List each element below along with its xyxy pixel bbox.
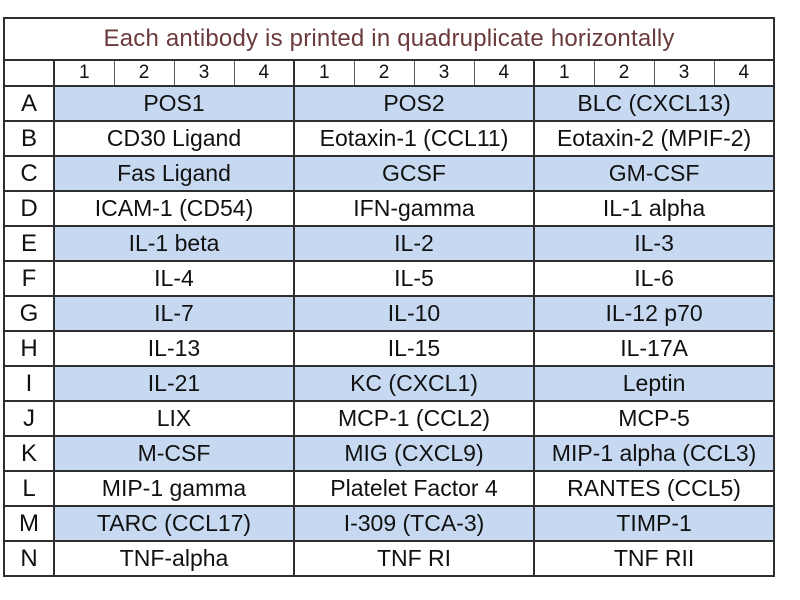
table-row-A bbox=[4, 86, 774, 121]
row-label: K bbox=[4, 436, 54, 471]
col-header-2: 2 bbox=[594, 60, 654, 86]
antibody-cell: MIG (CXCL9) bbox=[294, 436, 534, 471]
table-row-H bbox=[4, 331, 774, 366]
table-row-F bbox=[4, 261, 774, 296]
table-row-G bbox=[4, 296, 774, 331]
antibody-cell: MCP-5 bbox=[534, 401, 774, 436]
antibody-cell: POS1 bbox=[54, 86, 294, 121]
col-header-2: 2 bbox=[114, 60, 174, 86]
antibody-cell: Eotaxin-1 (CCL11) bbox=[294, 121, 534, 156]
table-row-M bbox=[4, 506, 774, 541]
table-row-E bbox=[4, 226, 774, 261]
table-title: Each antibody is printed in quadruplicate horizontally bbox=[4, 18, 774, 60]
antibody-cell: IL-13 bbox=[54, 331, 294, 366]
antibody-cell: IL-17A bbox=[534, 331, 774, 366]
antibody-cell: POS2 bbox=[294, 86, 534, 121]
table-row-C bbox=[4, 156, 774, 191]
row-label: C bbox=[4, 156, 54, 191]
col-header-2: 2 bbox=[354, 60, 414, 86]
antibody-cell: IL-21 bbox=[54, 366, 294, 401]
antibody-cell: IL-4 bbox=[54, 261, 294, 296]
antibody-cell: Fas Ligand bbox=[54, 156, 294, 191]
antibody-plate-map bbox=[3, 17, 775, 577]
antibody-cell: IL-2 bbox=[294, 226, 534, 261]
antibody-cell: IL-7 bbox=[54, 296, 294, 331]
row-label: I bbox=[4, 366, 54, 401]
antibody-cell: TNF RI bbox=[294, 541, 534, 576]
row-label: J bbox=[4, 401, 54, 436]
antibody-cell: IL-5 bbox=[294, 261, 534, 296]
antibody-cell: MCP-1 (CCL2) bbox=[294, 401, 534, 436]
row-label: H bbox=[4, 331, 54, 366]
row-label: N bbox=[4, 541, 54, 576]
antibody-cell: Eotaxin-2 (MPIF-2) bbox=[534, 121, 774, 156]
antibody-cell: IL-10 bbox=[294, 296, 534, 331]
antibody-cell: M-CSF bbox=[54, 436, 294, 471]
col-header-4: 4 bbox=[714, 60, 774, 86]
antibody-cell: MIP-1 alpha (CCL3) bbox=[534, 436, 774, 471]
antibody-cell: IL-12 p70 bbox=[534, 296, 774, 331]
row-label: L bbox=[4, 471, 54, 506]
antibody-cell: GCSF bbox=[294, 156, 534, 191]
antibody-cell: TARC (CCL17) bbox=[54, 506, 294, 541]
table-row-B bbox=[4, 121, 774, 156]
antibody-cell: Leptin bbox=[534, 366, 774, 401]
row-label: A bbox=[4, 86, 54, 121]
row-label: D bbox=[4, 191, 54, 226]
antibody-cell: KC (CXCL1) bbox=[294, 366, 534, 401]
table-row-K bbox=[4, 436, 774, 471]
col-header-1: 1 bbox=[534, 60, 594, 86]
col-header-3: 3 bbox=[414, 60, 474, 86]
antibody-cell: CD30 Ligand bbox=[54, 121, 294, 156]
col-header-3: 3 bbox=[654, 60, 714, 86]
antibody-cell: IL-15 bbox=[294, 331, 534, 366]
antibody-cell: LIX bbox=[54, 401, 294, 436]
row-label: E bbox=[4, 226, 54, 261]
antibody-cell: GM-CSF bbox=[534, 156, 774, 191]
antibody-cell: IL-6 bbox=[534, 261, 774, 296]
col-header-4: 4 bbox=[474, 60, 534, 86]
antibody-cell: Platelet Factor 4 bbox=[294, 471, 534, 506]
antibody-cell: ICAM-1 (CD54) bbox=[54, 191, 294, 226]
plate-map-table bbox=[3, 17, 775, 577]
row-label: M bbox=[4, 506, 54, 541]
corner-cell bbox=[4, 60, 54, 86]
table-row-J bbox=[4, 401, 774, 436]
antibody-cell: IFN-gamma bbox=[294, 191, 534, 226]
antibody-cell: RANTES (CCL5) bbox=[534, 471, 774, 506]
col-header-4: 4 bbox=[234, 60, 294, 86]
antibody-cell: BLC (CXCL13) bbox=[534, 86, 774, 121]
antibody-cell: I-309 (TCA-3) bbox=[294, 506, 534, 541]
antibody-cell: TNF-alpha bbox=[54, 541, 294, 576]
antibody-cell: TNF RII bbox=[534, 541, 774, 576]
antibody-cell: IL-1 beta bbox=[54, 226, 294, 261]
column-header-row bbox=[4, 60, 774, 86]
antibody-cell: IL-1 alpha bbox=[534, 191, 774, 226]
table-row-N bbox=[4, 541, 774, 576]
row-label: G bbox=[4, 296, 54, 331]
table-row-D bbox=[4, 191, 774, 226]
antibody-cell: MIP-1 gamma bbox=[54, 471, 294, 506]
col-header-1: 1 bbox=[294, 60, 354, 86]
row-label: B bbox=[4, 121, 54, 156]
antibody-cell: TIMP-1 bbox=[534, 506, 774, 541]
row-label: F bbox=[4, 261, 54, 296]
antibody-cell: IL-3 bbox=[534, 226, 774, 261]
table-row-I bbox=[4, 366, 774, 401]
table-row-L bbox=[4, 471, 774, 506]
col-header-3: 3 bbox=[174, 60, 234, 86]
col-header-1: 1 bbox=[54, 60, 114, 86]
title-row bbox=[4, 18, 774, 60]
